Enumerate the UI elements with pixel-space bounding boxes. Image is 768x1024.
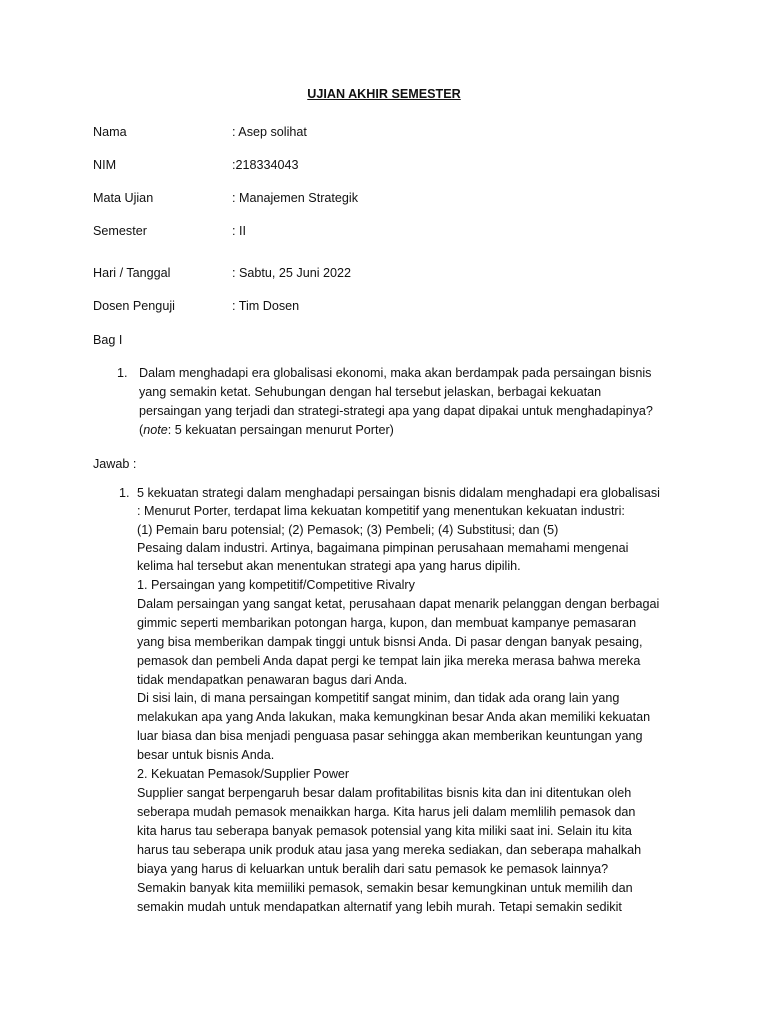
note-word: note [143, 423, 168, 437]
answer-number: 1. [119, 486, 130, 500]
paragraph-line: melakukan apa yang Anda lakukan, maka kemungkinan besar Anda akan memiliki kekuatan [137, 710, 651, 724]
paragraph-line: Di sisi lain, di mana persaingan kompetitif sangat minim, dan tidak ada orang lain yang [137, 691, 620, 705]
answer-line: : Menurut Porter, terdapat lima kekuatan kompetitif yang menentukan kekuatan industri: [137, 504, 625, 518]
answer-line: kelima hal tersebut akan menentukan strategi apa yang harus dipilih. [137, 559, 521, 573]
note-open: ( [139, 423, 144, 437]
paragraph-line: kita harus tau seberapa banyak pemasok potensial yang kita miliki saat ini. Selain itu kita [137, 824, 632, 838]
paragraph-line: Semakin banyak kita memiiliki pemasok, semakin besar kemungkinan untuk memilih dan [137, 881, 633, 895]
field-value: : Sabtu, 25 Juni 2022 [232, 266, 352, 280]
answer-line: Pesaing dalam industri. Artinya, bagaimana pimpinan perusahaan memahami mengenai [137, 541, 629, 555]
answer-line: (1) Pemain baru potensial; (2) Pemasok; (3) Pembeli; (4) Substitusi; dan (5) [137, 523, 559, 537]
paragraph-line: Dalam persaingan yang sangat ketat, perusahaan dapat menarik pelanggan dengan berbagai [137, 597, 660, 611]
paragraph-line: semakin mudah untuk mendapatkan alternatif yang lebih murah. Tetapi semakin sedikit [137, 900, 622, 914]
field-label: Nama [93, 125, 127, 139]
field-label: Mata Ujian [93, 191, 154, 205]
section-label: Bag I [93, 333, 123, 347]
paragraph-line: seberapa mudah pemasok menaikkan harga. Kita harus jeli dalam memlilih pemasok dan [137, 805, 636, 819]
field-label: Semester [93, 224, 147, 238]
field-label: Hari / Tanggal [93, 266, 171, 280]
field-value: : Tim Dosen [232, 299, 300, 313]
note-rest: : 5 kekuatan persaingan menurut Porter) [167, 423, 394, 437]
field-value: : Manajemen Strategik [232, 191, 358, 205]
subheading-competitive-rivalry: 1. Persaingan yang kompetitif/Competitive Rivalry [137, 578, 415, 592]
field-label: Dosen Penguji [93, 299, 175, 313]
paragraph-line: biaya yang harus di keluarkan untuk beralih dari satu pemasok ke pemasok lainnya? [137, 862, 609, 876]
paragraph-line: luar biasa dan bisa menjadi penguasa pasar sehingga akan memberikan keuntungan yang [137, 729, 643, 743]
paragraph-line: tidak mendapatkan penawaran bagus dari Anda. [137, 673, 408, 687]
paragraph-line: gimmic seperti membarikan potongan harga, kupon, dan membuat kampanye pemasaran [137, 616, 637, 630]
field-value: :218334043 [232, 158, 299, 172]
question-line: yang semakin ketat. Sehubungan dengan hal tersebut jelaskan, berbagai kekuatan [139, 385, 602, 399]
document-title: UJIAN AKHIR SEMESTER [307, 87, 461, 101]
field-value: : Asep solihat [232, 125, 307, 139]
question-line: Dalam menghadapi era globalisasi ekonomi, maka akan berdampak pada persaingan bisnis [139, 366, 652, 380]
question-number: 1. [117, 366, 128, 380]
paragraph-line: yang bisa memberikan dampak tinggi untuk bisnsi Anda. Di pasar dengan banyak pesaing, [137, 635, 643, 649]
question-line: persaingan yang terjadi dan strategi-strategi apa yang dapat dipakai untuk menghadapinya? [139, 404, 653, 418]
paragraph-line: pemasok dan pembeli Anda dapat pergi ke tempat lain jika mereka merasa bahwa mereka [137, 654, 641, 668]
field-label: NIM [93, 158, 117, 172]
subheading-supplier-power: 2. Kekuatan Pemasok/Supplier Power [137, 767, 350, 781]
paragraph-line: harus tau seberapa unik produk atau jasa yang mereka sediakan, dan seberapa mahalkah [137, 843, 642, 857]
answer-line: 5 kekuatan strategi dalam menghadapi persaingan bisnis didalam menghadapi era globalisasi [137, 486, 660, 500]
question-note [139, 421, 394, 439]
answer-label: Jawab : [93, 457, 137, 471]
field-value: : II [232, 224, 246, 238]
paragraph-line: besar untuk bisnis Anda. [137, 748, 275, 762]
paragraph-line: Supplier sangat berpengaruh besar dalam profitabilitas bisnis kita dan ini ditentukan oleh [137, 786, 632, 800]
